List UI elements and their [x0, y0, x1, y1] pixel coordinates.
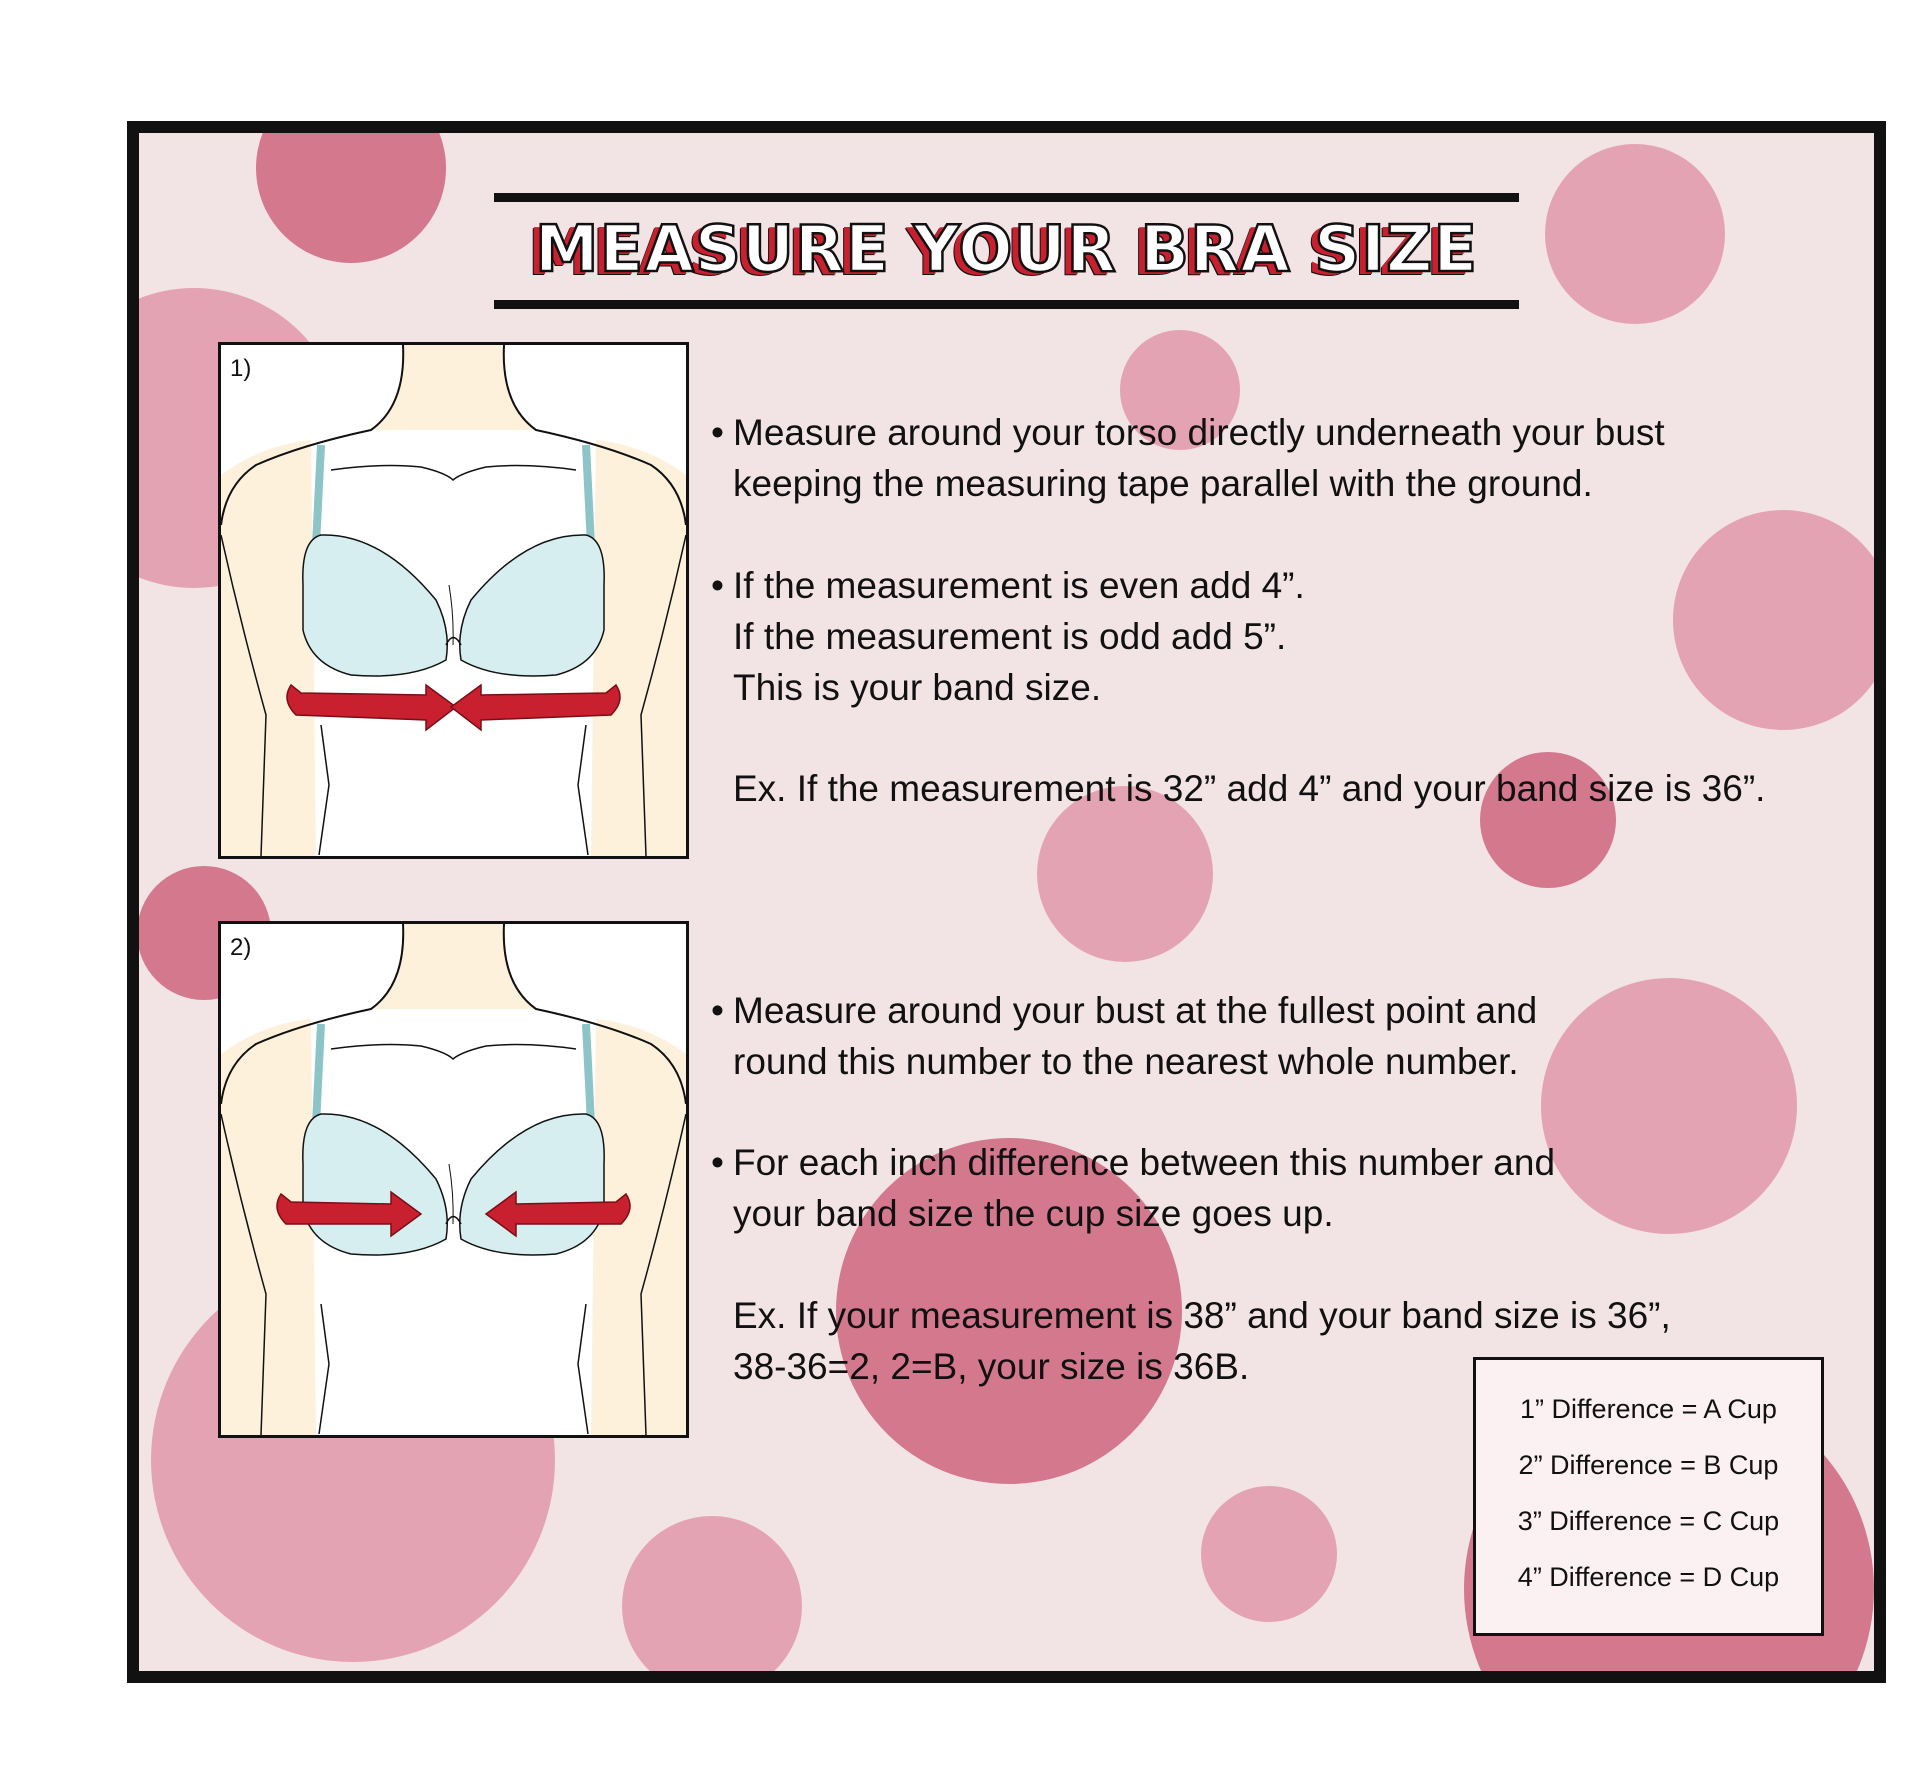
cup-size-table	[1473, 1357, 1824, 1636]
bullet-icon: •	[711, 990, 724, 1031]
illustration-panel-1	[218, 342, 689, 859]
bullet-icon: •	[711, 1142, 724, 1183]
text-line	[711, 407, 1665, 458]
cup-size-row: 4” Difference = D Cup	[1517, 1562, 1780, 1592]
step2-bullet1	[711, 985, 1537, 1087]
decor-dot	[1545, 144, 1725, 324]
title-rule-bottom	[494, 300, 1519, 309]
text-line	[711, 1137, 1555, 1188]
text-line: round this number to the nearest whole number.	[733, 1041, 1519, 1082]
text-line: If the measurement is odd add 5”.	[733, 616, 1287, 657]
text-line	[711, 560, 1305, 611]
text-line-content: For each inch difference between this number and	[733, 1142, 1556, 1183]
decor-dot	[1673, 510, 1886, 730]
infographic-frame	[127, 121, 1886, 1683]
text-line: keeping the measuring tape parallel with the ground.	[733, 463, 1593, 504]
bra-illustration-fullest-bust	[221, 924, 686, 1435]
text-line: Ex. If the measurement is 32” add 4” and your band size is 36”.	[733, 768, 1766, 809]
step2-bullet2	[711, 1137, 1555, 1239]
text-line-content: Measure around your torso directly underneath your bust	[733, 412, 1665, 453]
text-line-content: If the measurement is even add 4”.	[733, 565, 1305, 606]
text-line: your band size the cup size goes up.	[733, 1193, 1334, 1234]
title-rule-top	[494, 193, 1519, 202]
decor-dot	[1541, 978, 1797, 1234]
text-line: This is your band size.	[733, 667, 1102, 708]
bullet-icon: •	[711, 412, 724, 453]
cup-size-row: 3” Difference = C Cup	[1517, 1506, 1780, 1536]
step1-example	[733, 763, 1765, 814]
text-line	[711, 985, 1537, 1036]
cup-size-row: 1” Difference = A Cup	[1520, 1394, 1777, 1424]
bra-illustration-underbust	[221, 345, 686, 856]
illustration-panel-2	[218, 921, 689, 1438]
step1-bullet1	[711, 407, 1665, 509]
decor-dot	[256, 121, 446, 263]
decor-dot	[1201, 1486, 1337, 1622]
text-line-content: Measure around your bust at the fullest point and	[733, 990, 1538, 1031]
bullet-icon: •	[711, 565, 724, 606]
cup-size-row: 2” Difference = B Cup	[1518, 1450, 1779, 1480]
panel-number: 2)	[230, 934, 252, 961]
panel-number: 1)	[230, 355, 252, 382]
page-title: MEASURE YOUR BRA SIZE	[534, 213, 1479, 287]
title-banner	[494, 193, 1519, 313]
text-line: Ex. If your measurement is 38” and your band size is 36”,	[733, 1295, 1671, 1336]
decor-dot	[622, 1516, 802, 1683]
step1-bullet2	[711, 560, 1305, 713]
text-line: 38-36=2, 2=B, your size is 36B.	[733, 1346, 1250, 1387]
